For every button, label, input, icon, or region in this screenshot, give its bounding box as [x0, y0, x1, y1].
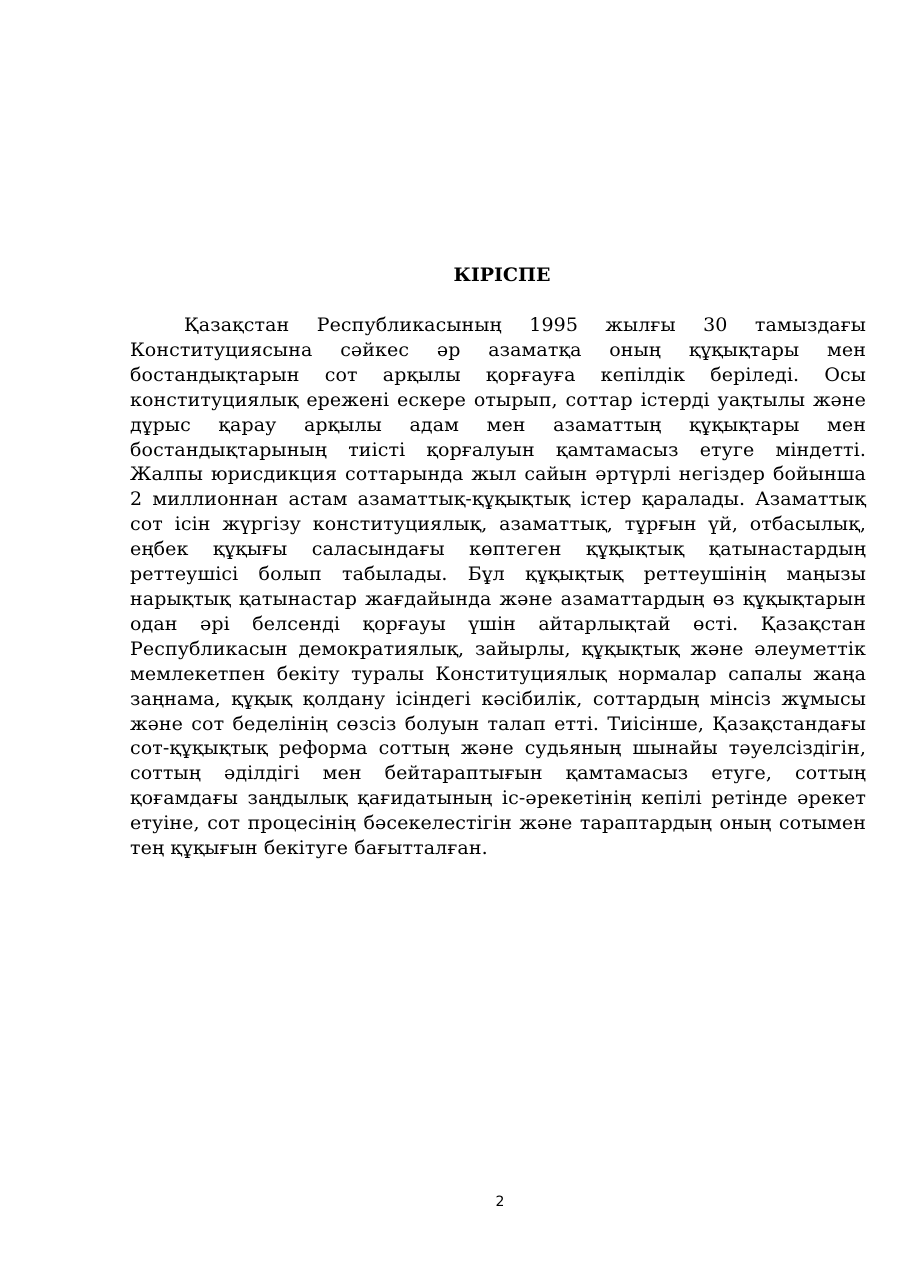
- body-paragraph: Қазақстан Республикасының 1995 жылғы 30 тамыздағы Конституциясына сәйкес әр азаматқа оның құқықтары мен бостандықтарын сот арқылы қорғауға кепілдік беріледі. Осы конституциялық ережені ескере отырып, соттар істерді уақтылы және дұрыс қарау арқылы адам мен азаматтың құқықтары мен бостандықтарының тиісті қорғалуын қамтамасыз етуге міндетті. Жалпы юрисдикция соттарында жыл сайын әртүрлі негіздер бойынша 2 миллионнан астам азаматтық-құқықтық істер қаралады. Азаматтық сот ісін жүргізу конституциялық, азаматтық, тұрғын үй, отбасылық, еңбек құқығы саласындағы көптеген құқықтық қатынастардың реттеушісі болып табылады. Бұл құқықтық реттеушінің маңызы нарықтық қатынастар жағдайында және азаматтардың өз құқықтарын одан әрі белсенді қорғауы үшін айтарлықтай өсті. Қазақстан Республикасын демократиялық, зайырлы, құқықтық және әлеуметтік мемлекетпен бекіту туралы Конституциялық нормалар сапалы жаңа заңнама, құқық қолдану ісіндегі кәсібилік, соттардың мінсіз жұмысы және сот беделінің сөзсіз болуын талап етті. Тиісінше, Қазақстандағы сот-құқықтық реформа соттың және судьяның шынайы тәуелсіздігін, соттың әділдігі мен бейтараптығын қамтамасыз етуге, соттың қоғамдағы заңдылық қағидатының іс-әрекетінің кепілі ретінде әрекет етуіне, сот процесінің бәсекелестігін және тараптардың оның сотымен тең құқығын бекітуге бағытталған.: [130, 314, 866, 860]
- page-number: 2: [495, 1194, 505, 1210]
- section-heading: КІРІСПЕ: [453, 264, 551, 286]
